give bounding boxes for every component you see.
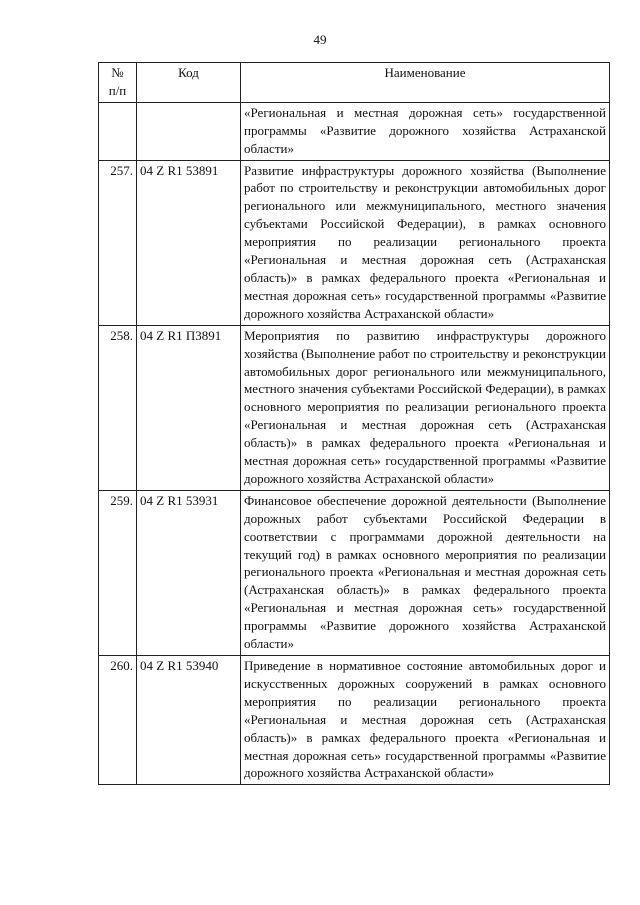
row-number: 260. [99, 656, 137, 785]
header-number [99, 63, 137, 103]
row-number: 257. [99, 160, 137, 325]
row-name: Развитие инфраструктуры дорожного хозяйства (Выполнение работ по строительству и реконструкции автомобильных дорог регионального или межмуниципального, местного значения субъектами Российской Федерации), в рамках основного мероприятия по реализации регионального проекта «Региональная и местная дорожная сеть (Астраханская область)» в рамках федерального проекта «Региональная и местная дорожная сеть» государственной программы «Развитие дорожного хозяйства Астраханской области» [241, 160, 610, 325]
header-number-line1: № [111, 65, 124, 80]
row-code [137, 102, 241, 160]
budget-code-table [98, 62, 610, 785]
row-name: Мероприятия по развитию инфраструктуры дорожного хозяйства (Выполнение работ по строительству и реконструкции автомобильных дорог регионального или межмуниципального, местного значения субъектами Российской Федерации), в рамках основного мероприятия по реализации регионального проекта «Региональная и местная дорожная сеть (Астраханская область)» в рамках федерального проекта «Региональная и местная дорожная сеть» государственной программы «Развитие дорожного хозяйства Астраханской области» [241, 325, 610, 490]
row-number: 259. [99, 490, 137, 655]
row-name: «Региональная и местная дорожная сеть» государственной программы «Развитие дорожного хозяйства Астраханской области» [241, 102, 610, 160]
table-header-row [99, 63, 610, 103]
row-name: Приведение в нормативное состояние автомобильных дорог и искусственных дорожных сооружений в рамках основного мероприятия по реализации регионального проекта «Региональная и местная дорожная сеть (Астраханская область)» в рамках федерального проекта «Региональная и местная дорожная сеть» государственной программы «Развитие дорожного хозяйства Астраханской области» [241, 656, 610, 785]
header-name: Наименование [241, 63, 610, 103]
header-number-line2: п/п [108, 82, 127, 98]
table-row [99, 656, 610, 785]
row-code: 04 Z R1 53931 [137, 490, 241, 655]
row-code: 04 Z R1 53891 [137, 160, 241, 325]
header-code: Код [137, 63, 241, 103]
row-number: 258. [99, 325, 137, 490]
table-row [99, 102, 610, 160]
table-row [99, 160, 610, 325]
table-row [99, 490, 610, 655]
page-number: 49 [313, 32, 327, 47]
row-code: 04 Z R1 53940 [137, 656, 241, 785]
row-number [99, 102, 137, 160]
table-row [99, 325, 610, 490]
row-code: 04 Z R1 П3891 [137, 325, 241, 490]
row-name: Финансовое обеспечение дорожной деятельности (Выполнение дорожных работ субъектами Российской Федерации в соответствии с программами дорожной деятельности на текущий год) в рамках основного мероприятия по реализации регионального проекта «Региональная и местная дорожная сеть (Астраханская область)» в рамках федерального проекта «Региональная и местная дорожная сеть» государственной программы «Развитие дорожного хозяйства Астраханской области» [241, 490, 610, 655]
